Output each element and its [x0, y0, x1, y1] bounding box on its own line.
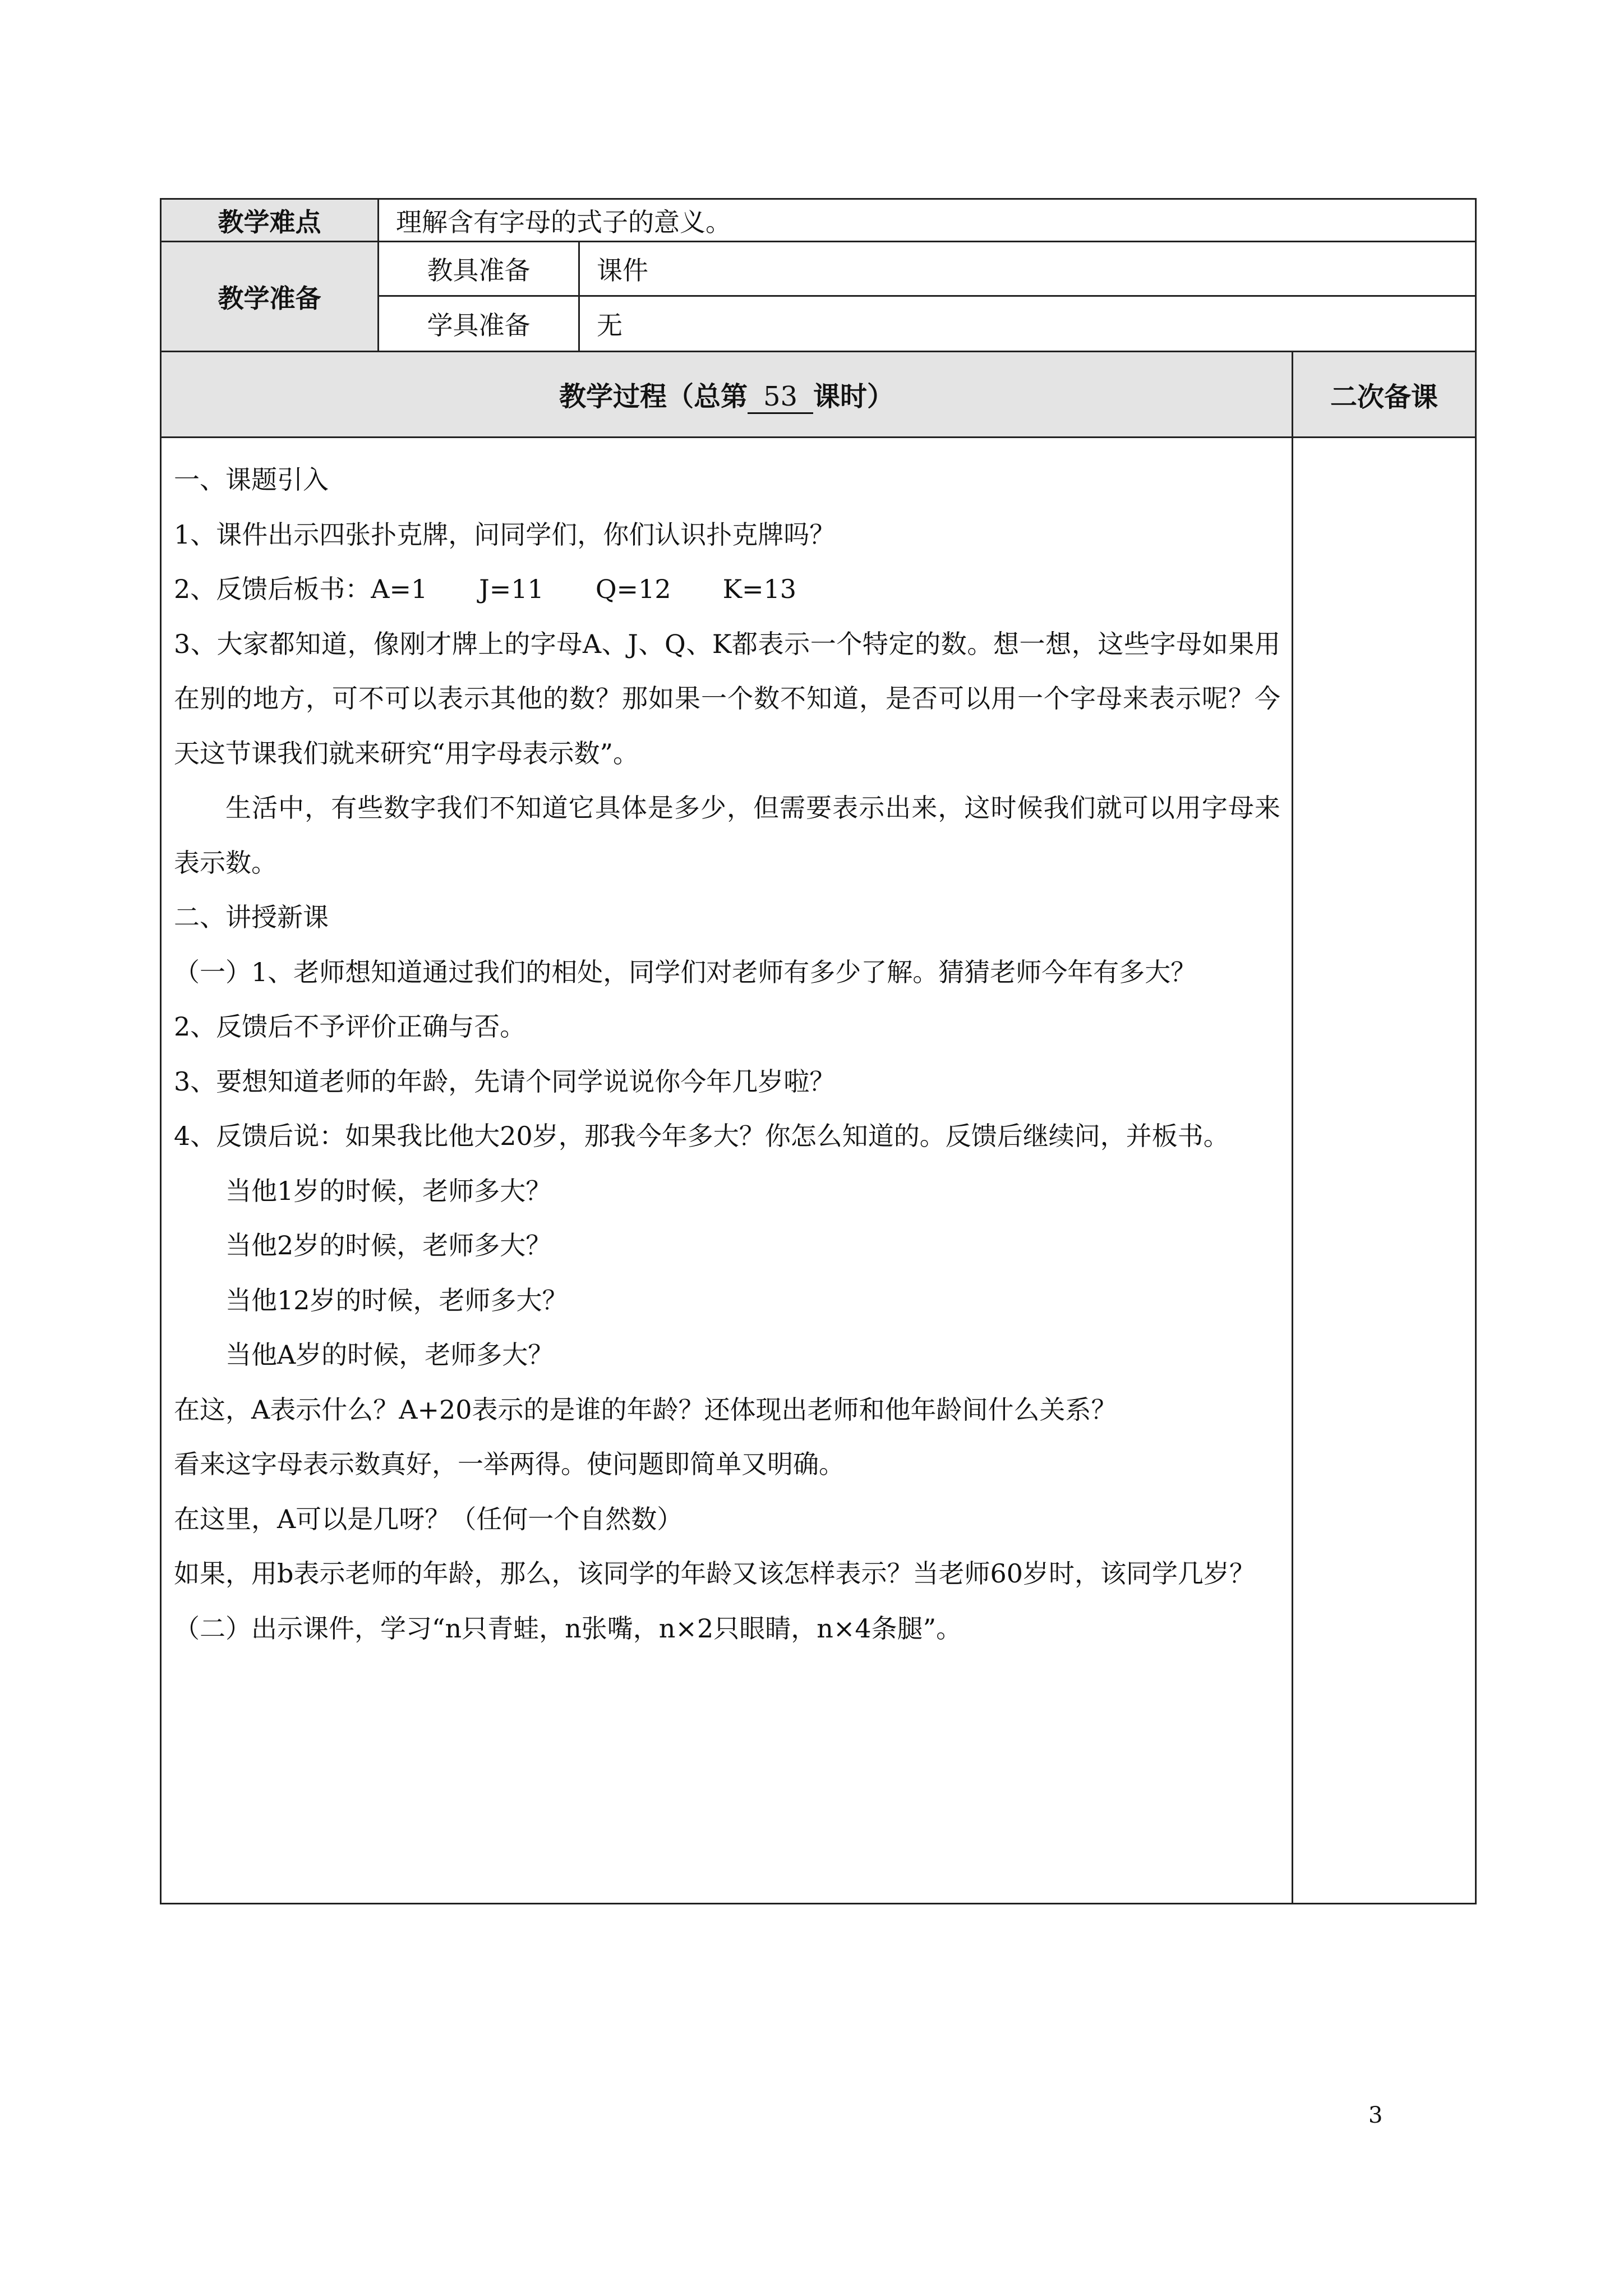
content-line: 4、反馈后说：如果我比他大20岁，那我今年多大？你怎么知道的。反馈后继续问，并板书。 [174, 1121, 1229, 1151]
second-prep-label: 二次备课 [1293, 352, 1476, 438]
teacher-tools-value: 课件 [579, 242, 1476, 296]
content-line: 二、讲授新课 [174, 902, 329, 932]
page-number: 3 [1368, 2102, 1383, 2128]
content-line: 2、反馈后不予评价正确与否。 [174, 1011, 526, 1042]
student-tools-label: 学具准备 [379, 296, 579, 352]
difficulty-row [161, 199, 1476, 242]
second-prep-cell [1293, 438, 1476, 1904]
student-tools-value: 无 [579, 296, 1476, 352]
teacher-tools-row [161, 242, 1476, 296]
content-line: 如果，用b表示老师的年龄，那么，该同学的年龄又该怎样表示？当老师60岁时，该同学几岁？ [174, 1558, 1255, 1589]
process-header-row [161, 352, 1476, 438]
content-line: 在这，A表示什么？A+20表示的是谁的年龄？还体现出老师和他年龄间什么关系？ [174, 1394, 1117, 1425]
teacher-tools-label: 教具准备 [379, 242, 579, 296]
content-line: （二）出示课件，学习“n只青蛙，n张嘴，n×2只眼睛，n×4条腿”。 [174, 1613, 962, 1644]
content-row [161, 438, 1476, 1904]
process-title [161, 352, 1293, 438]
difficulty-label: 教学难点 [161, 199, 379, 242]
content-line: 1、课件出示四张扑克牌，问同学们，你们认识扑克牌吗？ [174, 519, 836, 550]
content-line: 看来这字母表示数真好，一举两得。使问题即简单又明确。 [174, 1449, 845, 1479]
lesson-plan-table [160, 198, 1477, 1904]
content-line: （一）1、老师想知道通过我们的相处，同学们对老师有多少了解。猜猜老师今年有多大？ [174, 956, 1197, 987]
content-line: 3、要想知道老师的年龄，先请个同学说说你今年几岁啦？ [174, 1066, 836, 1097]
difficulty-value: 理解含有字母的式子的意义。 [379, 199, 1476, 242]
process-title-prefix: 教学过程（总第 [559, 381, 748, 412]
process-lesson-number: 53 [748, 381, 813, 414]
content-line: 当他12岁的时候，老师多大？ [225, 1285, 568, 1315]
process-title-suffix: 课时） [813, 381, 895, 412]
content-line: 当他2岁的时候，老师多大？ [225, 1230, 552, 1260]
content-line: 当他1岁的时候，老师多大？ [225, 1175, 552, 1206]
lesson-content [161, 438, 1293, 1904]
content-line: 3、大家都知道，像刚才牌上的字母A、J、Q、K都表示一个特定的数。想一想，这些字母如果用在别的地方，可不可以表示其他的数？那如果一个数不知道，是否可以用一个字母来表示呢？今天这节课我们就来研究“用字母表示数”。 [174, 628, 1280, 769]
content-line: 生活中，有些数字我们不知道它具体是多少，但需要表示出来，这时候我们就可以用字母来表示数。 [174, 793, 1280, 878]
content-line: 一、课题引入 [174, 464, 329, 495]
content-line: 在这里，A可以是几呀？（任何一个自然数） [174, 1503, 683, 1534]
content-line: 当他A岁的时候，老师多大？ [225, 1340, 554, 1370]
content-line: 2、反馈后板书：A=1 J=11 Q=12 K=13 [174, 574, 797, 604]
prep-label: 教学准备 [161, 242, 379, 352]
